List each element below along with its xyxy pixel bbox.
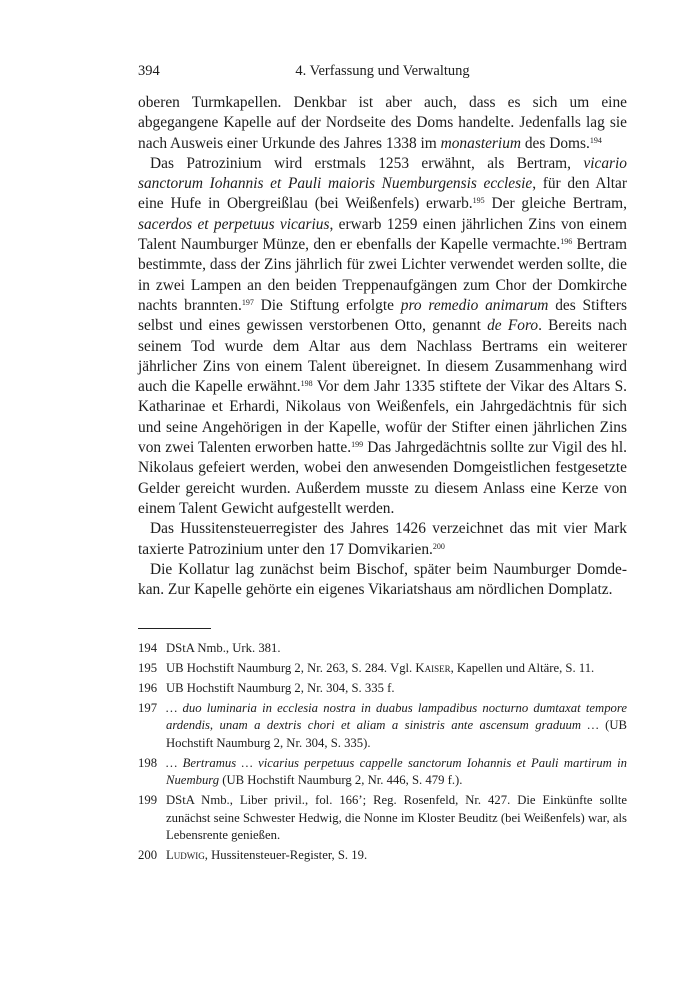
paragraph-2: Das Patrozinium wird erstmals 1253 erwähnt, als Bertram, vicario sanctorum Iohannis et Pauli maioris Nuemburgensis ecclesie, für den Altar eine Hufe in Obergreißlau (bei Weißenfels) erwarb.$^{195}$ Der gleiche Bertram, sacerdos et perpetuus vicarius, erwarb 1259 einen jährlichen Zins von einem Talent Naumburger Münze, den er ebenfalls der Kapelle vermachte.$^{196}$ Bertram bestimmte, dass der Zins jährlich für zwei Lichter verwendet werden sollte, die in zwei Lampen an den beiden Treppenaufgängen zum Chor der Domkirche nachts brannten.$^{197}$ Die Stiftung erfolgte pro remedio animarum des Stifters selbst und eines gewissen verstorbenen Otto, genannt de Foro. Bereits nach seinem Tod wurde dem Altar aus dem Nachlass Bertrams ein weiterer jährlicher Zins von einem Talent übereignet. In diesem Zusammenhang wird auch die Kapelle erwähnt.$^{198}$ Vor dem Jahr 1335 stiftete der Vikar des Altars S. Katharinae et Erhardi, Nikolaus von Weißenfels, ein Jahrgedächtnis für sich und seine Angehörigen in der Kapelle, wofür der Stifter einen jährlichen Zins von zwei Talenten erworben hatte.$^{199}$ Das Jahrgedächtnis sollte zur Vigil des hl. Nikolaus gefeiert werden, wobei den anwesenden Domgeistlichen festgesetzte Gelder gereicht wurden. Außerdem musste zu diesem Anlass eine Kerze von einem Talent Gewicht aufgestellt werden. bbox=[138, 154, 628, 517]
footnote-198: 198 … Bertramus … vicarius perpetuus cappelle sanctorum Iohannis et Pauli martirum in Nuemburg (UB Hochstift Naumburg 2, Nr. 446, S. 479 f.). bbox=[138, 755, 627, 788]
footnote-195: 195 UB Hochstift Naumburg 2, Nr. 263, S. 284. Vgl. Kaiser, Kapellen und Altäre, S. 11. bbox=[138, 661, 595, 675]
footnote-199: 199 DStA Nmb., Liber privil., fol. 166’; Reg. Rosenfeld, Nr. 427. Die Einkünfte sollte zunächst seine Schwester Hedwig, die Nonne im Kloster Beuditz (bei Weißenfels) war, als Lebensrente genießen. bbox=[138, 793, 627, 843]
page-number: 394 bbox=[138, 63, 160, 79]
footnote-197: 197 … duo luminaria in ecclesia nostra in duabus lampadibus nocturno dumtaxat tempore ardendis, unam a dextris chori et aliam a sinistris ante ascensum graduum … (UB Hochstift Naumburg 2, Nr. 304, S. 335). bbox=[138, 701, 627, 750]
footnote-ref-198[interactable]: 198 bbox=[300, 379, 313, 389]
footnote-ref-199[interactable]: 199 bbox=[351, 440, 364, 450]
footnote-separator bbox=[138, 628, 211, 629]
footnote-194: 194 DStA Nmb., Urk. 381. bbox=[138, 641, 281, 655]
footnote-ref-197[interactable]: 197 bbox=[241, 297, 254, 307]
paragraph-4: Die Kollatur lag zunächst beim Bischof, später beim Naumburger Domdekan. Zur Kapelle gehörte ein eigenes Vikariatshaus am nördlichen Domplatz. bbox=[138, 560, 627, 599]
footnote-ref-196[interactable]: 196 bbox=[560, 237, 573, 247]
footnote-200: 200 Ludwig, Hussitensteuer-Register, S. 19. bbox=[138, 848, 368, 863]
footnote-ref-194[interactable]: 194 bbox=[589, 135, 602, 145]
paragraph-3: Das Hussitensteuerregister des Jahres 1426 verzeichnet das mit vier Mark taxierte Patrozinium unter den 17 Domvikarien.$^{200}$ bbox=[138, 520, 627, 558]
paragraph-1: oberen Turmkapellen. Denkbar ist aber auch, dass es sich um eine abgegangene Kapelle auf der Nordseite des Doms handelte. Jedenfalls lag sie nach Ausweis einer Urkunde des Jahres 1338 im monasterium des Doms.$^{194}$ bbox=[138, 94, 627, 152]
running-title: 4. Verfassung und Verwaltung bbox=[295, 63, 470, 79]
footnote-ref-195[interactable]: 195 bbox=[472, 196, 485, 206]
main-text bbox=[138, 93, 627, 600]
footnote-ref-200[interactable]: 200 bbox=[432, 541, 445, 551]
footnotes bbox=[138, 640, 627, 867]
footnote-196: 196 UB Hochstift Naumburg 2, Nr. 304, S. 335 f. bbox=[138, 681, 395, 695]
